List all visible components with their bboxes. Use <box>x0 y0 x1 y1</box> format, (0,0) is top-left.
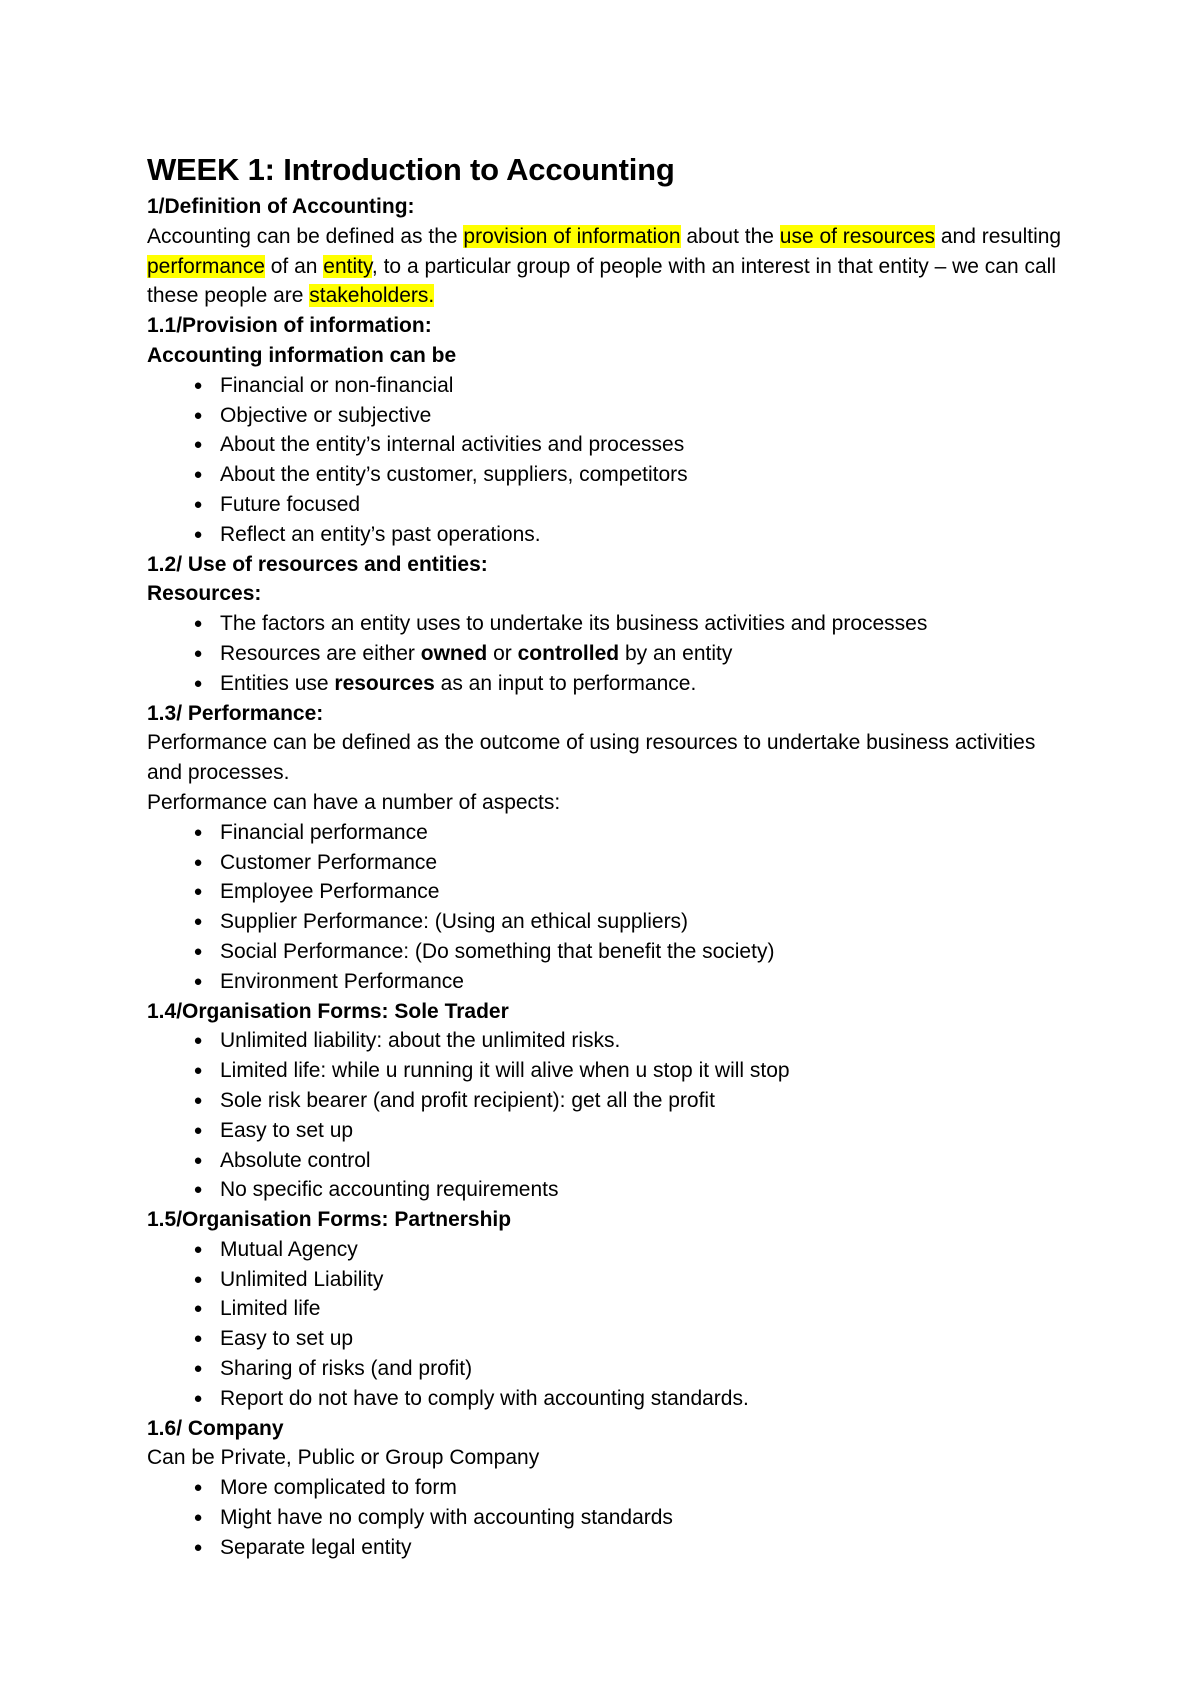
list-item-text: About the entity’s customer, suppliers, competitors <box>220 463 688 487</box>
list-item-text: Easy to set up <box>220 1118 354 1142</box>
bullet-icon: ● <box>193 1091 203 1109</box>
list-item <box>147 460 1067 490</box>
text-run: Entities use <box>220 671 335 695</box>
list-item-text: Limited life <box>220 1297 321 1321</box>
page-title: WEEK 1: Introduction to Accounting <box>147 152 675 187</box>
list-item-text: Absolute control <box>220 1148 371 1172</box>
list-item-text: Supplier Performance: (Using an ethical suppliers) <box>220 910 689 934</box>
list-item-text: Easy to set up <box>220 1327 354 1351</box>
list-item-text: Might have no comply with accounting standards <box>220 1506 673 1530</box>
list-item-text: More complicated to form <box>220 1476 457 1500</box>
highlighted-term: entity <box>323 254 372 278</box>
list-item-text: Unlimited liability: about the unlimited risks. <box>220 1029 621 1053</box>
company-paragraph: Can be Private, Public or Group Company <box>147 1446 540 1470</box>
list-item-text: Social Performance: (Do something that benefit the society) <box>220 939 775 963</box>
list-item <box>147 430 1067 460</box>
list-item <box>147 490 1067 520</box>
list-item <box>147 818 1067 848</box>
bullet-icon: ● <box>193 1121 203 1139</box>
list-item-text: Future focused <box>220 492 361 516</box>
text-run: by an entity <box>619 641 733 665</box>
list-item <box>147 1265 1067 1295</box>
bullet-icon: ● <box>193 376 203 394</box>
bullet-icon: ● <box>193 495 203 513</box>
definition-paragraph <box>147 222 1067 311</box>
performance-aspects-paragraph: Performance can have a number of aspects: <box>147 790 561 814</box>
section-heading-resources: 1.2/ Use of resources and entities: <box>147 552 488 576</box>
bullet-icon: ● <box>193 1240 203 1258</box>
highlighted-term: use of resources <box>779 224 936 248</box>
list-item <box>147 1116 1067 1146</box>
bullet-icon: ● <box>193 1300 203 1318</box>
bullet-icon: ● <box>193 913 203 931</box>
bullet-icon: ● <box>193 1181 203 1199</box>
bullet-icon: ● <box>193 1330 203 1348</box>
section-heading-performance: 1.3/ Performance: <box>147 701 324 725</box>
list-item <box>147 520 1067 550</box>
list-item-text: Customer Performance <box>220 850 438 874</box>
list-item <box>147 669 1067 699</box>
resources-list <box>147 609 1067 698</box>
list-item-text: Employee Performance <box>220 880 440 904</box>
bullet-icon: ● <box>193 1389 203 1407</box>
bullet-icon: ● <box>193 1509 203 1527</box>
list-item <box>147 1056 1067 1086</box>
bullet-icon: ● <box>193 853 203 871</box>
text-run: Accounting can be defined as the <box>147 224 464 248</box>
list-item <box>147 1354 1067 1384</box>
list-item <box>147 1235 1067 1265</box>
bullet-icon: ● <box>193 1062 203 1080</box>
list-item <box>147 1026 1067 1056</box>
company-list <box>147 1473 1067 1562</box>
bullet-icon: ● <box>193 466 203 484</box>
list-item-text: Environment Performance <box>220 969 464 993</box>
list-item <box>147 907 1067 937</box>
bullet-icon: ● <box>193 1270 203 1288</box>
list-item-text: Objective or subjective <box>220 403 432 427</box>
bullet-icon: ● <box>193 942 203 960</box>
highlighted-term: provision of information <box>463 224 681 248</box>
list-item <box>147 1175 1067 1205</box>
section-heading-provision: 1.1/Provision of information: <box>147 314 432 338</box>
bullet-icon: ● <box>193 972 203 990</box>
list-item <box>147 1086 1067 1116</box>
list-item-text: Sharing of risks (and profit) <box>220 1357 473 1381</box>
performance-definition-paragraph: Performance can be defined as the outcome of using resources to undertake business activities and processes. <box>147 731 1036 785</box>
text-run: about the <box>680 224 780 248</box>
partnership-list <box>147 1235 1067 1414</box>
list-item <box>147 1503 1067 1533</box>
document-page <box>147 150 1067 1563</box>
bullet-icon: ● <box>193 883 203 901</box>
list-item <box>147 877 1067 907</box>
bullet-icon: ● <box>193 1151 203 1169</box>
list-item <box>147 1384 1067 1414</box>
list-item-text: Sole risk bearer (and profit recipient): get all the profit <box>220 1088 715 1112</box>
list-item-text: Financial performance <box>220 820 428 844</box>
list-item <box>147 609 1067 639</box>
list-item <box>147 639 1067 669</box>
performance-list <box>147 818 1067 997</box>
sole-trader-list <box>147 1026 1067 1205</box>
provision-list <box>147 371 1067 550</box>
text-run: or <box>487 641 518 665</box>
list-item <box>147 401 1067 431</box>
list-item <box>147 967 1067 997</box>
list-item-text: Reflect an entity’s past operations. <box>220 522 541 546</box>
list-item <box>147 371 1067 401</box>
text-run: as an input to performance. <box>434 671 697 695</box>
text-run: of an <box>264 254 324 278</box>
section-heading-partnership: 1.5/Organisation Forms: Partnership <box>147 1208 512 1232</box>
list-item <box>147 848 1067 878</box>
list-item-text: Financial or non-financial <box>220 373 454 397</box>
bullet-icon: ● <box>193 436 203 454</box>
subheading-accounting-information: Accounting information can be <box>147 343 457 367</box>
bullet-icon: ● <box>193 1538 203 1556</box>
bold-term: owned <box>420 641 488 665</box>
text-run: and resulting <box>935 224 1062 248</box>
list-item <box>147 1294 1067 1324</box>
bold-term: controlled <box>517 641 620 665</box>
section-heading-definition: 1/Definition of Accounting: <box>147 195 415 218</box>
bullet-icon: ● <box>193 525 203 543</box>
list-item-text: Limited life: while u running it will alive when u stop it will stop <box>220 1059 790 1083</box>
list-item-text: Report do not have to comply with accounting standards. <box>220 1386 749 1410</box>
bullet-icon: ● <box>193 615 203 633</box>
list-item-text: Separate legal entity <box>220 1535 412 1559</box>
bold-term: resources <box>334 671 435 695</box>
bullet-icon: ● <box>193 823 203 841</box>
bullet-icon: ● <box>193 406 203 424</box>
highlighted-term: performance <box>147 254 265 278</box>
list-item-text: No specific accounting requirements <box>220 1178 559 1202</box>
bullet-icon: ● <box>193 674 203 692</box>
bullet-icon: ● <box>193 1360 203 1378</box>
text-run: , to a particular group of people with an interest in that entity – we can call these people are <box>147 254 1056 308</box>
text-run: Resources are either <box>220 641 421 665</box>
list-item-text: Unlimited Liability <box>220 1267 384 1291</box>
list-item-text: Mutual Agency <box>220 1237 358 1261</box>
list-item <box>147 1473 1067 1503</box>
subheading-resources: Resources: <box>147 582 262 606</box>
list-item <box>147 1533 1067 1563</box>
bullet-icon: ● <box>193 1479 203 1497</box>
list-item-text: About the entity’s internal activities and processes <box>220 433 685 457</box>
section-heading-sole-trader: 1.4/Organisation Forms: Sole Trader <box>147 999 509 1023</box>
text-run: The factors an entity uses to undertake its business activities and processes <box>220 612 928 636</box>
list-item <box>147 1146 1067 1176</box>
list-item <box>147 1324 1067 1354</box>
bullet-icon: ● <box>193 644 203 662</box>
bullet-icon: ● <box>193 1032 203 1050</box>
highlighted-term: stakeholders. <box>309 284 435 308</box>
section-heading-company: 1.6/ Company <box>147 1416 284 1440</box>
list-item <box>147 937 1067 967</box>
